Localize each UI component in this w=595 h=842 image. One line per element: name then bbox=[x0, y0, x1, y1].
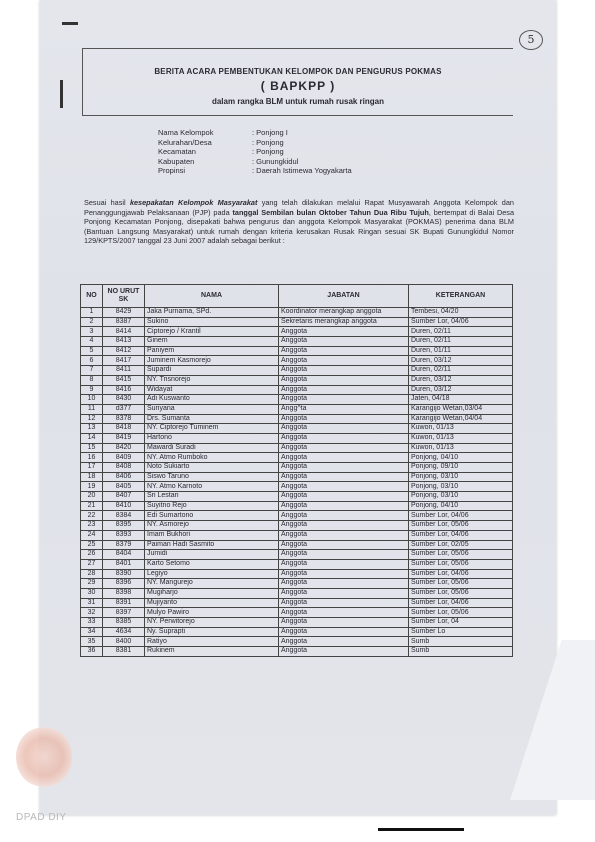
cell-no-urut-sk: 8381 bbox=[103, 647, 145, 657]
cell-no-urut-sk: 8398 bbox=[103, 588, 145, 598]
cell-keterangan: Duren, 03/12 bbox=[409, 385, 513, 395]
cell-no: 3 bbox=[81, 327, 103, 337]
cell-no: 6 bbox=[81, 356, 103, 366]
table-row bbox=[81, 530, 513, 540]
members-table bbox=[80, 284, 513, 657]
cell-jabatan: Anggota bbox=[279, 598, 409, 608]
cell-keterangan: Sumber Lor, 05/06 bbox=[409, 579, 513, 589]
cell-no: 9 bbox=[81, 385, 103, 395]
intro-paragraph: Sesuai hasil kesepakatan Kelompok Masyarakat yang telah dilakukan melalui Rapat Musyawarah Anggota Kelompok dan Penanggungjawab Pelaksanaan (PJP) pada tanggal Sembilan bulan Oktober Tahun Dua Ribu Tujuh, bertempat di Balai Desa Ponjong Kecamatan Ponjong, disepakati bahwa pengurus dan anggota Kelompok Masyarakat (POKMAS) penerima dana BLM (Bantuan Langsung Masyarakat) untuk rumah dengan kriteria kerusakan Rusak Ringan sesuai SK Bupati Gunungkidul Nomor 129/KPTS/2007 tanggal 23 Juni 2007 adalah sebagai berikut : bbox=[84, 198, 514, 246]
info-value: : Gunungkidul bbox=[252, 156, 299, 166]
document-title: BERITA ACARA PEMBENTUKAN KELOMPOK DAN PENGURUS POKMAS bbox=[154, 67, 442, 76]
cell-jabatan: Anggota bbox=[279, 366, 409, 376]
cell-nama: Suyitno Rejo bbox=[145, 501, 279, 511]
cell-jabatan: Anggota bbox=[279, 569, 409, 579]
cell-keterangan: Duren, 03/12 bbox=[409, 356, 513, 366]
cell-keterangan: Karangijo Wetan,03/04 bbox=[409, 404, 513, 414]
cell-no: 14 bbox=[81, 433, 103, 443]
cell-nama: NY. Perwitorejo bbox=[145, 618, 279, 628]
cell-no: 32 bbox=[81, 608, 103, 618]
cell-keterangan: Tembesi, 04/20 bbox=[409, 308, 513, 318]
cell-jabatan: Anggota bbox=[279, 637, 409, 647]
cell-jabatan: Anggota bbox=[279, 608, 409, 618]
cell-keterangan: Duren, 02/11 bbox=[409, 337, 513, 347]
cell-no-urut-sk: 8397 bbox=[103, 608, 145, 618]
cell-jabatan: Anggota bbox=[279, 482, 409, 492]
cell-jabatan: Anggota bbox=[279, 559, 409, 569]
header-jabatan: JABATAN bbox=[279, 285, 409, 308]
cell-nama: Ratiyo bbox=[145, 637, 279, 647]
cell-no-urut-sk: 8406 bbox=[103, 472, 145, 482]
cell-keterangan: Sumb bbox=[409, 637, 513, 647]
cell-keterangan: Duren, 01/11 bbox=[409, 346, 513, 356]
table-row bbox=[81, 453, 513, 463]
table-row bbox=[81, 588, 513, 598]
cell-nama: Ciptorejo / Krantil bbox=[145, 327, 279, 337]
cell-no: 35 bbox=[81, 637, 103, 647]
cell-no: 28 bbox=[81, 569, 103, 579]
table-row bbox=[81, 356, 513, 366]
cell-nama: Sri Lestari bbox=[145, 492, 279, 502]
table-row bbox=[81, 395, 513, 405]
cell-no: 24 bbox=[81, 530, 103, 540]
cell-no-urut-sk: 8413 bbox=[103, 337, 145, 347]
table-row bbox=[81, 366, 513, 376]
table-row bbox=[81, 501, 513, 511]
document-abbreviation: ( BAPKPP ) bbox=[260, 79, 336, 93]
cell-no: 29 bbox=[81, 579, 103, 589]
cell-keterangan: Sumber Lor, 04/06 bbox=[409, 317, 513, 327]
cell-no: 23 bbox=[81, 521, 103, 531]
table-row bbox=[81, 618, 513, 628]
cell-jabatan: Koordinator merangkap anggota bbox=[279, 308, 409, 318]
cell-keterangan: Jaten, 04/18 bbox=[409, 395, 513, 405]
cell-keterangan: Ponjong, 03/10 bbox=[409, 472, 513, 482]
cell-keterangan: Kuwon, 01/13 bbox=[409, 433, 513, 443]
cell-no-urut-sk: 8401 bbox=[103, 559, 145, 569]
cell-jabatan: Anggota bbox=[279, 395, 409, 405]
cell-no: 12 bbox=[81, 414, 103, 424]
cell-no-urut-sk: 8417 bbox=[103, 356, 145, 366]
table-row bbox=[81, 492, 513, 502]
info-row bbox=[158, 166, 352, 176]
cell-nama: Mujiyanto bbox=[145, 598, 279, 608]
cell-nama: Edi Sumartono bbox=[145, 511, 279, 521]
table-row bbox=[81, 482, 513, 492]
cell-nama: Ginem bbox=[145, 337, 279, 347]
page-number: 5 bbox=[519, 30, 543, 50]
cell-nama: Hartono bbox=[145, 433, 279, 443]
cell-jabatan: Anggota bbox=[279, 627, 409, 637]
cell-no: 19 bbox=[81, 482, 103, 492]
cell-keterangan: Karangijo Wetan,04/04 bbox=[409, 414, 513, 424]
cell-no: 21 bbox=[81, 501, 103, 511]
cell-no: 7 bbox=[81, 366, 103, 376]
cell-keterangan: Sumber Lor, 02/05 bbox=[409, 540, 513, 550]
cell-keterangan: Ponjong, 09/10 bbox=[409, 463, 513, 473]
cell-no: 31 bbox=[81, 598, 103, 608]
cell-no: 11 bbox=[81, 404, 103, 414]
cell-no: 2 bbox=[81, 317, 103, 327]
cell-no-urut-sk: 8416 bbox=[103, 385, 145, 395]
cell-no-urut-sk: 8384 bbox=[103, 511, 145, 521]
bottom-bar bbox=[378, 828, 464, 831]
cell-nama: Suriyana bbox=[145, 404, 279, 414]
cell-no-urut-sk: 8387 bbox=[103, 317, 145, 327]
cell-nama: Widayat bbox=[145, 385, 279, 395]
header-nama: NAMA bbox=[145, 285, 279, 308]
info-label: Kelurahan/Desa bbox=[158, 137, 212, 147]
table-row bbox=[81, 637, 513, 647]
cell-jabatan: Anggota bbox=[279, 501, 409, 511]
cell-nama: NY. Trisnorejo bbox=[145, 375, 279, 385]
cell-jabatan: Anggota bbox=[279, 327, 409, 337]
cell-no-urut-sk: 8391 bbox=[103, 598, 145, 608]
info-value: : Daerah Istimewa Yogyakarta bbox=[252, 166, 352, 176]
table-row bbox=[81, 317, 513, 327]
cell-no-urut-sk: 8390 bbox=[103, 569, 145, 579]
cell-jabatan: Sekretaris merangkap anggota bbox=[279, 317, 409, 327]
info-label: Kabupaten bbox=[158, 156, 195, 166]
cell-no: 5 bbox=[81, 346, 103, 356]
cell-no: 36 bbox=[81, 647, 103, 657]
cell-keterangan: Sumber Lor, 04/06 bbox=[409, 530, 513, 540]
cell-keterangan: Ponjong, 04/10 bbox=[409, 501, 513, 511]
cell-no-urut-sk: 8410 bbox=[103, 501, 145, 511]
cell-no-urut-sk: 8419 bbox=[103, 433, 145, 443]
cell-jabatan: Angg^ta bbox=[279, 404, 409, 414]
cell-nama: NY. Atmo Karnoto bbox=[145, 482, 279, 492]
cell-no-urut-sk: 8379 bbox=[103, 540, 145, 550]
cell-no-urut-sk: 8393 bbox=[103, 530, 145, 540]
cell-jabatan: Anggota bbox=[279, 530, 409, 540]
table-row bbox=[81, 308, 513, 318]
cell-no-urut-sk: 8396 bbox=[103, 579, 145, 589]
cell-jabatan: Anggota bbox=[279, 492, 409, 502]
cell-jabatan: Anggota bbox=[279, 647, 409, 657]
cell-nama: NY. Ciptorejo Tuminem bbox=[145, 424, 279, 434]
table-row bbox=[81, 375, 513, 385]
cell-no-urut-sk: 8430 bbox=[103, 395, 145, 405]
info-value: : Ponjong I bbox=[252, 128, 288, 137]
cell-nama: NY. Atmo Rumboko bbox=[145, 453, 279, 463]
cell-no: 13 bbox=[81, 424, 103, 434]
cell-nama: Ny. Suprapti bbox=[145, 627, 279, 637]
cell-no-urut-sk: 8405 bbox=[103, 482, 145, 492]
cell-no-urut-sk: 8407 bbox=[103, 492, 145, 502]
cell-no-urut-sk: 8408 bbox=[103, 463, 145, 473]
cell-no: 27 bbox=[81, 559, 103, 569]
cell-no: 26 bbox=[81, 550, 103, 560]
cell-no: 34 bbox=[81, 627, 103, 637]
cell-nama: Adi Kuswanto bbox=[145, 395, 279, 405]
cell-jabatan: Anggota bbox=[279, 375, 409, 385]
cell-nama: Mulyo Pawiro bbox=[145, 608, 279, 618]
cell-no-urut-sk: 8400 bbox=[103, 637, 145, 647]
cell-jabatan: Anggota bbox=[279, 550, 409, 560]
cell-jabatan: Anggota bbox=[279, 414, 409, 424]
table-row bbox=[81, 424, 513, 434]
info-label: Propinsi bbox=[158, 166, 186, 176]
cell-no-urut-sk: 8404 bbox=[103, 550, 145, 560]
table-row bbox=[81, 327, 513, 337]
cell-no-urut-sk: 8409 bbox=[103, 453, 145, 463]
table-row bbox=[81, 521, 513, 531]
cell-nama: Karto Setomo bbox=[145, 559, 279, 569]
cell-no-urut-sk: 8415 bbox=[103, 375, 145, 385]
official-stamp bbox=[16, 726, 72, 788]
cell-no: 10 bbox=[81, 395, 103, 405]
cell-keterangan: Sumber Lor, 04/06 bbox=[409, 511, 513, 521]
cell-jabatan: Anggota bbox=[279, 472, 409, 482]
cell-no-urut-sk: 8429 bbox=[103, 308, 145, 318]
cell-no-urut-sk: 4634 bbox=[103, 627, 145, 637]
cell-keterangan: Sumber Lor, 04 bbox=[409, 618, 513, 628]
info-value: : Ponjong bbox=[252, 137, 284, 147]
table-row bbox=[81, 433, 513, 443]
cell-jabatan: Anggota bbox=[279, 463, 409, 473]
cell-keterangan: Sumber Lo bbox=[409, 627, 513, 637]
cell-nama: Paiman Hadi Sasmito bbox=[145, 540, 279, 550]
info-value: : Ponjong bbox=[252, 147, 284, 157]
info-row bbox=[158, 157, 352, 167]
cell-nama: Imam Bukhori bbox=[145, 530, 279, 540]
cell-keterangan: Sumber Lor, 05/06 bbox=[409, 559, 513, 569]
table-row bbox=[81, 463, 513, 473]
cell-no: 33 bbox=[81, 618, 103, 628]
cell-keterangan: Sumber Lor, 05/06 bbox=[409, 588, 513, 598]
cell-keterangan: Sumb bbox=[409, 647, 513, 657]
cell-keterangan: Sumber Lor, 05/06 bbox=[409, 521, 513, 531]
cell-no-urut-sk: 8420 bbox=[103, 443, 145, 453]
cell-keterangan: Sumber Lor, 04/06 bbox=[409, 569, 513, 579]
table-row bbox=[81, 627, 513, 637]
cell-no: 20 bbox=[81, 492, 103, 502]
table-row bbox=[81, 559, 513, 569]
cell-jabatan: Anggota bbox=[279, 337, 409, 347]
header-keterangan: KETERANGAN bbox=[409, 285, 513, 308]
cell-keterangan: Duren, 03/12 bbox=[409, 375, 513, 385]
cell-keterangan: Sumber Lor, 04/06 bbox=[409, 598, 513, 608]
group-info bbox=[158, 128, 352, 176]
info-label: Kecamatan bbox=[158, 147, 196, 157]
cell-keterangan: Sumber Lor, 05/06 bbox=[409, 550, 513, 560]
cell-jabatan: Anggota bbox=[279, 433, 409, 443]
cell-jabatan: Anggota bbox=[279, 579, 409, 589]
info-row bbox=[158, 138, 352, 148]
cell-keterangan: Duren, 02/11 bbox=[409, 366, 513, 376]
cell-keterangan: Ponjong, 03/10 bbox=[409, 492, 513, 502]
cell-no: 22 bbox=[81, 511, 103, 521]
cell-nama: NY. Asmorejo bbox=[145, 521, 279, 531]
cell-nama: Mugiharjo bbox=[145, 588, 279, 598]
cell-nama: Paniyem bbox=[145, 346, 279, 356]
cell-no-urut-sk: d377 bbox=[103, 404, 145, 414]
cell-no: 30 bbox=[81, 588, 103, 598]
cell-no-urut-sk: 8378 bbox=[103, 414, 145, 424]
cell-nama: Siswo Taruno bbox=[145, 472, 279, 482]
cell-jabatan: Anggota bbox=[279, 521, 409, 531]
cell-no-urut-sk: 8414 bbox=[103, 327, 145, 337]
cell-keterangan: Sumber Lor, 05/06 bbox=[409, 608, 513, 618]
cell-nama: Rukinem bbox=[145, 647, 279, 657]
cell-nama: Supardi bbox=[145, 366, 279, 376]
cell-nama: Jaka Purnama, SPd. bbox=[145, 308, 279, 318]
cell-jabatan: Anggota bbox=[279, 424, 409, 434]
table-row bbox=[81, 540, 513, 550]
cell-jabatan: Anggota bbox=[279, 385, 409, 395]
pen-mark bbox=[62, 22, 78, 25]
cell-keterangan: Kuwon, 01/13 bbox=[409, 424, 513, 434]
cell-keterangan: Ponjong, 04/10 bbox=[409, 453, 513, 463]
info-label: Nama Kelompok bbox=[158, 128, 214, 137]
table-row bbox=[81, 337, 513, 347]
cell-keterangan: Kuwon, 01/13 bbox=[409, 443, 513, 453]
table-row bbox=[81, 472, 513, 482]
table-body bbox=[81, 308, 513, 657]
header-no: NO bbox=[81, 285, 103, 308]
cell-jabatan: Anggota bbox=[279, 588, 409, 598]
cell-jabatan: Anggota bbox=[279, 511, 409, 521]
document-subtitle: dalam rangka BLM untuk rumah rusak ringan bbox=[211, 97, 385, 106]
info-row bbox=[158, 147, 352, 157]
cell-nama: Jumidi bbox=[145, 550, 279, 560]
cell-jabatan: Anggota bbox=[279, 356, 409, 366]
cell-jabatan: Anggota bbox=[279, 453, 409, 463]
cell-nama: Juminem Kasmorejo bbox=[145, 356, 279, 366]
table-row bbox=[81, 346, 513, 356]
page-fold bbox=[510, 640, 595, 800]
table-row bbox=[81, 385, 513, 395]
table-row bbox=[81, 608, 513, 618]
table-row bbox=[81, 550, 513, 560]
cell-jabatan: Anggota bbox=[279, 540, 409, 550]
table-row bbox=[81, 569, 513, 579]
cell-no: 16 bbox=[81, 453, 103, 463]
cell-no-urut-sk: 8411 bbox=[103, 366, 145, 376]
table-row bbox=[81, 414, 513, 424]
table-row bbox=[81, 647, 513, 657]
cell-no-urut-sk: 8395 bbox=[103, 521, 145, 531]
cell-keterangan: Ponjong, 03/10 bbox=[409, 482, 513, 492]
cell-no: 1 bbox=[81, 308, 103, 318]
header-no-urut-sk: NO URUT SK bbox=[103, 285, 145, 308]
info-row bbox=[158, 128, 352, 138]
cell-no-urut-sk: 8385 bbox=[103, 618, 145, 628]
watermark: DPAD DIY bbox=[16, 812, 67, 823]
table-header-row bbox=[81, 285, 513, 308]
cell-jabatan: Anggota bbox=[279, 443, 409, 453]
cell-nama: NY. Mangurejo bbox=[145, 579, 279, 589]
cell-nama: Noto Sukiarto bbox=[145, 463, 279, 473]
cell-nama: Legiyo bbox=[145, 569, 279, 579]
cell-no-urut-sk: 8418 bbox=[103, 424, 145, 434]
title-box bbox=[82, 48, 513, 116]
table-row bbox=[81, 598, 513, 608]
cell-jabatan: Anggota bbox=[279, 346, 409, 356]
cell-jabatan: Anggota bbox=[279, 618, 409, 628]
cell-no: 17 bbox=[81, 463, 103, 473]
table-row bbox=[81, 511, 513, 521]
pen-mark bbox=[60, 80, 63, 108]
cell-no-urut-sk: 8412 bbox=[103, 346, 145, 356]
table-row bbox=[81, 443, 513, 453]
cell-nama: Mawardi Suradi bbox=[145, 443, 279, 453]
table-row bbox=[81, 404, 513, 414]
table-row bbox=[81, 579, 513, 589]
cell-no: 4 bbox=[81, 337, 103, 347]
cell-no: 25 bbox=[81, 540, 103, 550]
cell-keterangan: Duren, 02/11 bbox=[409, 327, 513, 337]
cell-nama: Sukino bbox=[145, 317, 279, 327]
cell-nama: Drs. Sumanta bbox=[145, 414, 279, 424]
cell-no: 15 bbox=[81, 443, 103, 453]
cell-no: 8 bbox=[81, 375, 103, 385]
cell-no: 18 bbox=[81, 472, 103, 482]
